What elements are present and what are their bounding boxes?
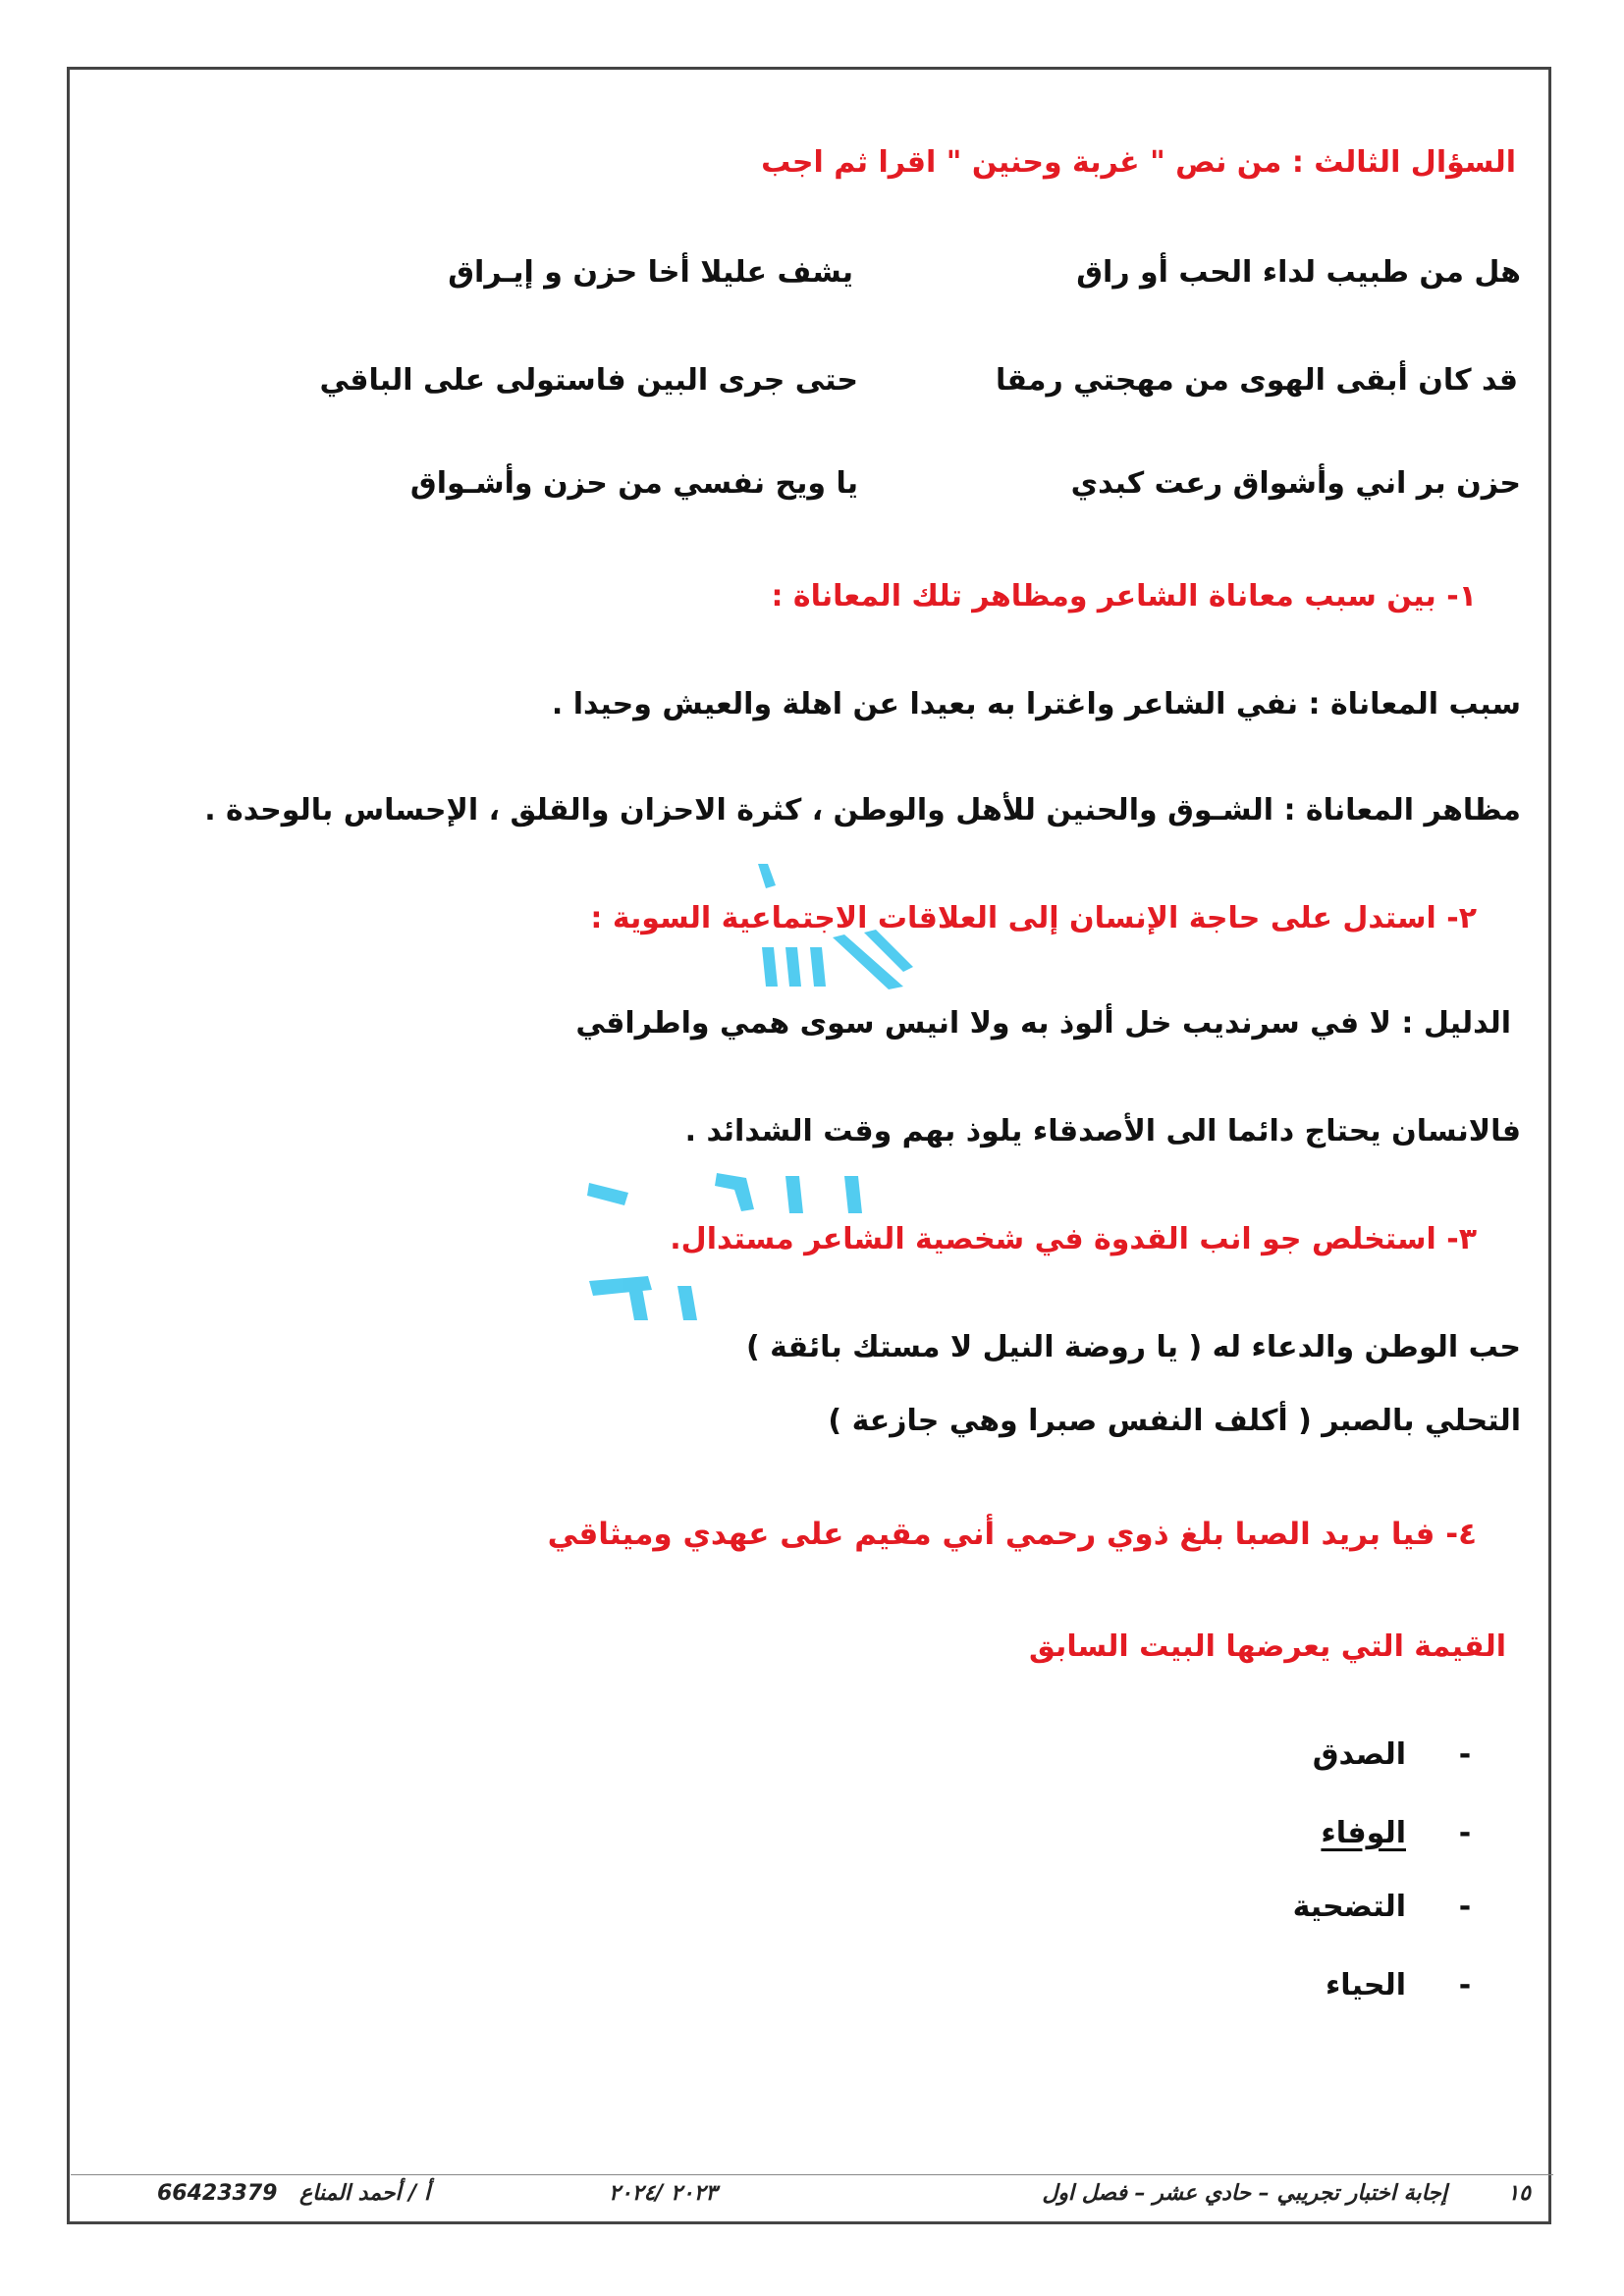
footer-year: ٢٠٢٣ /٢٠٢٤	[609, 2181, 718, 2206]
option-dash: -	[1458, 1890, 1472, 1924]
verse-2-first-half: قد كان أبقى الهوى من مهجتي رمقا	[996, 363, 1518, 398]
verse-1-second-half: يشف عليلا أخا حزن و إيـراق	[448, 255, 853, 290]
option-label: التضحية	[1292, 1890, 1406, 1924]
q3-answer-2: التحلي بالصبر ( أكلف النفس صبرا وهي جازعة )	[828, 1404, 1521, 1438]
option-label: الصدق	[1312, 1737, 1406, 1772]
q4-prompt: ٤- فيا بريد الصبا بلغ ذوي رحمي أني مقيم على عهدي وميثاقي	[547, 1517, 1477, 1552]
option-sacrifice	[1293, 1890, 1485, 1924]
option-label: الوفاء	[1321, 1816, 1406, 1850]
q3-answer-1: حب الوطن والدعاء له ( يا روضة النيل لا مستك بائقة )	[745, 1330, 1521, 1364]
q3-prompt: ٣- استخلص جو انب القدوة في شخصية الشاعر مستدال.	[670, 1222, 1477, 1256]
option-modesty	[1326, 1968, 1485, 2002]
footer-divider	[71, 2174, 1553, 2175]
verse-2-second-half: حتى جرى البين فاستولى على الباقي	[319, 363, 858, 398]
q2-prompt: ٢- استدل على حاجة الإنسان إلى العلاقات الاجتماعية السوية :	[590, 901, 1477, 935]
option-dash: -	[1458, 1968, 1472, 2002]
q1-answer-signs: مظاهر المعاناة : الشـوق والحنين للأهل والوطن ، كثرة الاحزان والقلق ، الإحساس بالوحدة .	[204, 793, 1521, 828]
q1-answer-cause: سبب المعاناة : نفي الشاعر واغترا به بعيدا عن اهلة والعيش وحيدا .	[551, 687, 1521, 721]
verse-3-first-half: حزن بر اني وأشواق رعت كبدي	[1070, 466, 1521, 501]
option-loyalty-selected	[1321, 1816, 1485, 1850]
q1-prompt: ١- بين سبب معاناة الشاعر ومظاهر تلك المعاناة :	[771, 579, 1477, 614]
footer-exam-title: إجابة اختبار تجريبي – حادي عشر – فصل اول	[1042, 2181, 1447, 2206]
option-label: الحياء	[1325, 1968, 1406, 2002]
verse-1-first-half: هل من طبيب لداء الحب أو راق	[1076, 255, 1521, 290]
question-title: السؤال الثالث : من نص " غربة وحنين " اقرا ثم اجب	[761, 145, 1516, 180]
footer-page-number: ١٥	[1507, 2181, 1531, 2206]
verse-3-second-half: يا ويح نفسي من حزن وأشـواق	[409, 466, 858, 501]
option-dash: -	[1458, 1737, 1472, 1772]
q2-evidence: الدليل : لا في سرنديب خل ألوذ به ولا انيس سوى همي واطراقي	[575, 1006, 1511, 1041]
footer-phone: 66423379	[157, 2181, 278, 2206]
option-dash: -	[1458, 1816, 1472, 1850]
q2-explanation: فالانسان يحتاج دائما الى الأصدقاء يلوذ بهم وقت الشدائد .	[684, 1114, 1521, 1148]
footer-author: أ / أحمد المناع	[299, 2181, 431, 2206]
q4-subprompt: القيمة التي يعرضها البيت السابق	[1029, 1629, 1506, 1664]
option-truthfulness	[1313, 1737, 1485, 1772]
